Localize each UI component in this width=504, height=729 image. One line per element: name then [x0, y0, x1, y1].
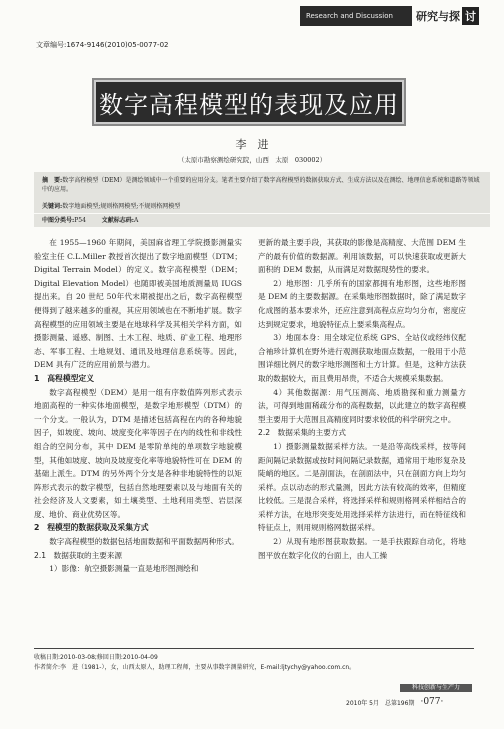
footnote-rule	[34, 648, 474, 649]
body-paragraph: 2）地形图：几乎所有的国家都拥有地形图，这些地形图是 DEM 的主要数据源。在采集地形图数据时，除了满足数字化成图的基本要求外，还应注意到高程点应均匀分布，密度应达到规定要求，地貌特征点上要采集高程点。	[258, 278, 466, 329]
affiliation: （太原市勘察测绘研究院，山西 太原 030002）	[177, 156, 327, 164]
body-paragraph: 1）摄影测量数据采样方法。一是沿等高线采样，按等间距间隔记录数据或按时间间隔记录数据，通常用于地形复杂及陡峭的地区。二是剖面法，在剖面法中，只在剖面方向上均匀采样。点以动态的形式量测，因此方法有较高的效率，但精度比较低。三是混合采样，将选择采样和规则格网采样相结合的采样方法，在地形突变处用选择采样方法进行，而在特征线和特征点上，则用规则格网数据采样。	[258, 441, 466, 533]
abstract-box	[34, 172, 490, 202]
section-english-label: Research and Discussion	[300, 6, 412, 26]
right-column	[258, 236, 466, 562]
body-paragraph: 数字高程模型（DEM）是用一组有序数值阵列形式表示地面高程的一种实体地面模型，是数字地形模型（DTM）的一个分支。一般认为，DTM 是描述包括高程在内的各种地貌因子，如坡度、坡向、坡度变化率等因子在内的线性和非线性组合的空间分布，其中 DEM 是零阶单纯的单项数字地貌模型，其他如坡度、坡向及坡度变化率等地貌特性可在 DEM 的基础上派生。DTM 的另外两个分支是各种非地貌特性的以矩阵形式表示的数字模型，包括自然地理要素以及与地面有关的社会经济及人文要素，如土壤类型、土地利用类型、岩层深度、地价、商业优势区等。	[34, 387, 242, 519]
subsection-heading: 2.2 数据采集的主要方式	[258, 428, 347, 438]
section-header	[300, 6, 504, 26]
section-heading: 2 程模型的数据获取及采集方式	[34, 523, 149, 533]
section-chinese-main: 研究与探	[416, 10, 460, 23]
section-chinese-last: 讨	[462, 7, 479, 25]
doc-code-label: 文献标志码:	[101, 217, 134, 224]
class-label: 中图分类号:	[42, 217, 75, 224]
section-heading: 1 高程模型定义	[34, 373, 95, 383]
subsection-heading: 2.1 数据获取的主要来源	[34, 550, 123, 560]
author-intro: 作者简介:李 进（1981-），女，山西太原人，助理工程师，主要从事数字测量研究，E-mail:ljtychy@yahoo.com.cn。	[34, 664, 356, 671]
body-paragraph: 1）影像：航空摄影测量一直是地形图测绘和	[49, 564, 199, 574]
author: 李 进	[235, 138, 269, 151]
left-column	[34, 236, 242, 576]
page-info	[346, 696, 476, 708]
section-chinese-label	[412, 7, 479, 25]
page-number: ·077·	[420, 697, 444, 707]
journal-name: 科技创新与生产力	[400, 684, 472, 692]
body-paragraph: 在 1955—1960 年期间，美国麻省理工学院摄影测量实验室主任 C.L.Miller 教授首次提出了数字地面模型（DTM；Digital Terrain Model）的定义。数字高程模型（DEM；Digital Elevation Model）也随即被美国地质测量局 IUGS 提出来。自 20 世纪 50年代末期被提出之后，数字高程模型便得到了越来越多的重视，其应用领域也在不断地扩展。数字高程模型的应用领域主要是在地球科学及其相关学科方面，如摄影测量、遥感、制图、土木工程、地质、矿业工程、地理形态、军事工程、土地规划、通讯及地理信息系统等。因此，DEM 具有广泛的应用前景与潜力。	[34, 238, 242, 370]
paper-title: 数字高程模型的表现及应用	[99, 90, 399, 119]
body-paragraph: 更新的最主要手段，其获取的影像是高精度、大范围 DEM 生产的最有价值的数据源。利用该数据，可以快速获取或更新大面积的 DEM 数据，从而满足对数据现势性的要求。	[258, 238, 466, 275]
body-paragraph: 4）其他数据源：用气压测高、地质勘探和重力测量方法，可得到地面稀疏分布的高程数据，以此建立的数字高程模型主要用于大范围且高精度同时要求较低的科学研究之中。	[258, 387, 466, 424]
body-paragraph: 数字高程模型的数据包括地面数据和平面数据两种形式。	[49, 537, 240, 547]
body-paragraph: 3）地面本身：用全球定位系统 GPS、全站仪或经纬仪配合袖珍计算机在野外进行观测获取地面点数据，一般用于小范围详细比例尺的数字地形测图和土方计算。但是，这种方法获取的数据较大，而且费用昂贵，不适合大规模采集数据。	[258, 333, 466, 383]
issue-date: 2010年 5月 总第196期	[346, 699, 415, 707]
classification-box	[34, 214, 490, 227]
doc-code-value: A	[133, 217, 139, 224]
keywords-label: 关键词:	[42, 203, 63, 210]
keywords-box	[34, 200, 490, 213]
abstract-text: 数字高程模型（DEM）是测绘领域中一个重要的应用分支。笔者主要介绍了数字高程模型的数据获取方式、生成方法以及在测绘、地理信息系统和道路等领域中的应用。	[42, 177, 480, 193]
body-paragraph: 2）从现有地形图获取数据。一是手扶跟踪自动化，将地图平放在数字化仪的台面上，由人工操	[258, 537, 466, 560]
class-value: P54	[74, 217, 86, 224]
keywords-text: 数字地面模型;规则格网模型;不规则格网模型	[62, 203, 181, 210]
received-date: 收稿日期:2010-03-08;修回日期:2010-04-09	[34, 654, 158, 661]
abstract-label: 摘 要:	[42, 177, 63, 184]
title-banner	[92, 78, 406, 126]
article-number: 文章编号:1674-9146(2010)05-0077-02	[36, 41, 169, 49]
